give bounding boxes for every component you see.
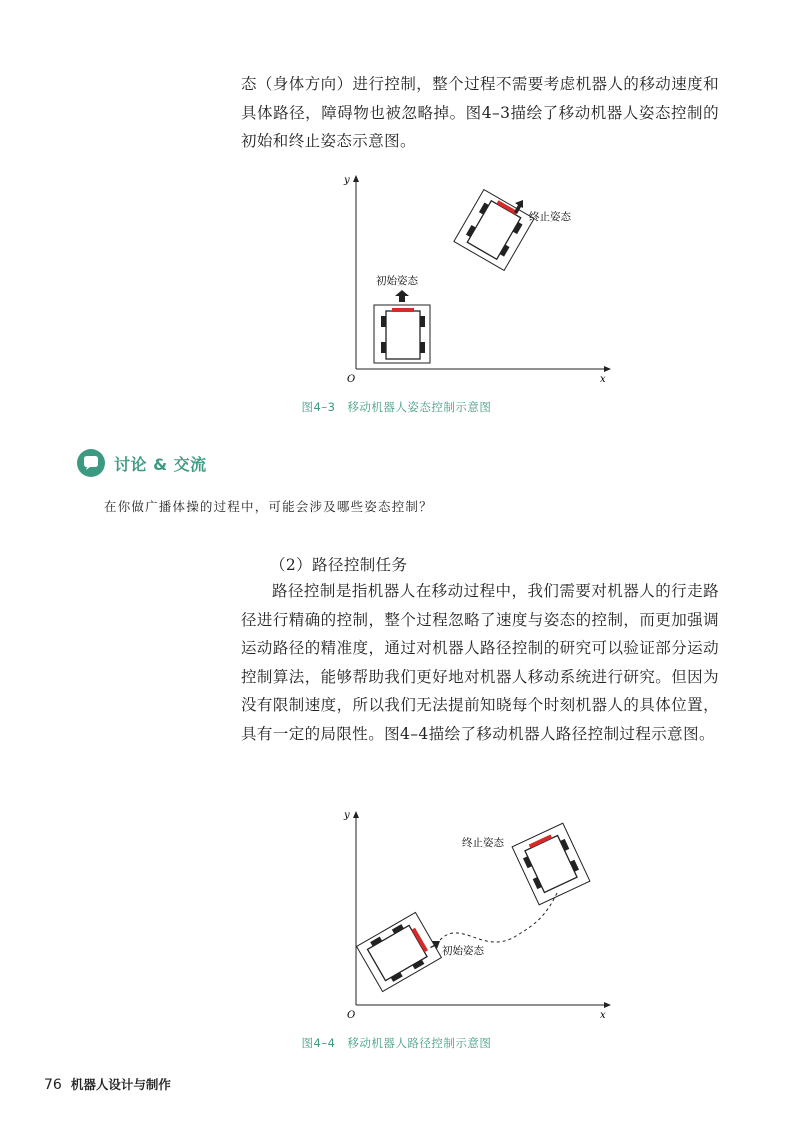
section-heading: （2）路径控制任务: [270, 556, 408, 574]
end-pose-robot: [512, 823, 590, 905]
page-footer: [44, 1075, 171, 1093]
discussion-title: 讨论 & 交流: [114, 454, 207, 474]
x-axis-label: x: [600, 1010, 606, 1021]
page-number: 76: [44, 1077, 62, 1093]
robot-path: [440, 891, 558, 942]
origin-label: O: [347, 374, 356, 385]
origin-label: O: [347, 1010, 356, 1021]
start-pose-label: 初始姿态: [376, 275, 418, 287]
start-direction-arrow: [395, 290, 409, 302]
section-paragraph: 路径控制是指机器人在移动过程中，我们需要对机器人的行走路径进行精确的控制，整个过程忽略了速度与姿态的控制，而更加强调运动路径的精准度，通过对机器人路径控制的研究可以验证部分运动控制算法，能够帮助我们更好地对机器人移动系统进行研究。但因为没有限制速度，所以我们无法提前知晓每个时刻机器人的具体位置，具有一定的局限性。图4–4描绘了移动机器人路径控制过程示意图。: [241, 582, 719, 743]
end-pose-label: 终止姿态: [462, 837, 504, 849]
speech-bubble-icon: [76, 448, 106, 478]
start-pose-robot: [357, 912, 442, 991]
start-pose-robot: [374, 305, 430, 363]
figure-4-3: [336, 168, 626, 390]
end-pose-label: 终止姿态: [529, 211, 571, 223]
start-direction-arrow: [430, 941, 440, 949]
discussion-question: 在你做广播体操的过程中，可能会涉及哪些姿态控制？: [104, 499, 433, 514]
discussion-header: [76, 448, 207, 478]
figure-4-3-caption: 图4–3 移动机器人姿态控制示意图: [301, 400, 492, 414]
start-pose-label: 初始姿态: [442, 945, 484, 957]
x-axis-label: x: [600, 374, 606, 385]
intro-paragraph: 态（身体方向）进行控制，整个过程不需要考虑机器人的移动速度和具体路径，障碍物也被忽略掉。图4–3描绘了移动机器人姿态控制的初始和终止姿态示意图。: [241, 75, 719, 150]
book-title: 机器人设计与制作: [70, 1077, 171, 1092]
y-axis-label: y: [344, 175, 350, 186]
figure-4-4-caption: 图4–4 移动机器人路径控制示意图: [301, 1036, 492, 1050]
figure-4-4: [336, 806, 626, 1024]
y-axis-label: y: [344, 810, 350, 821]
